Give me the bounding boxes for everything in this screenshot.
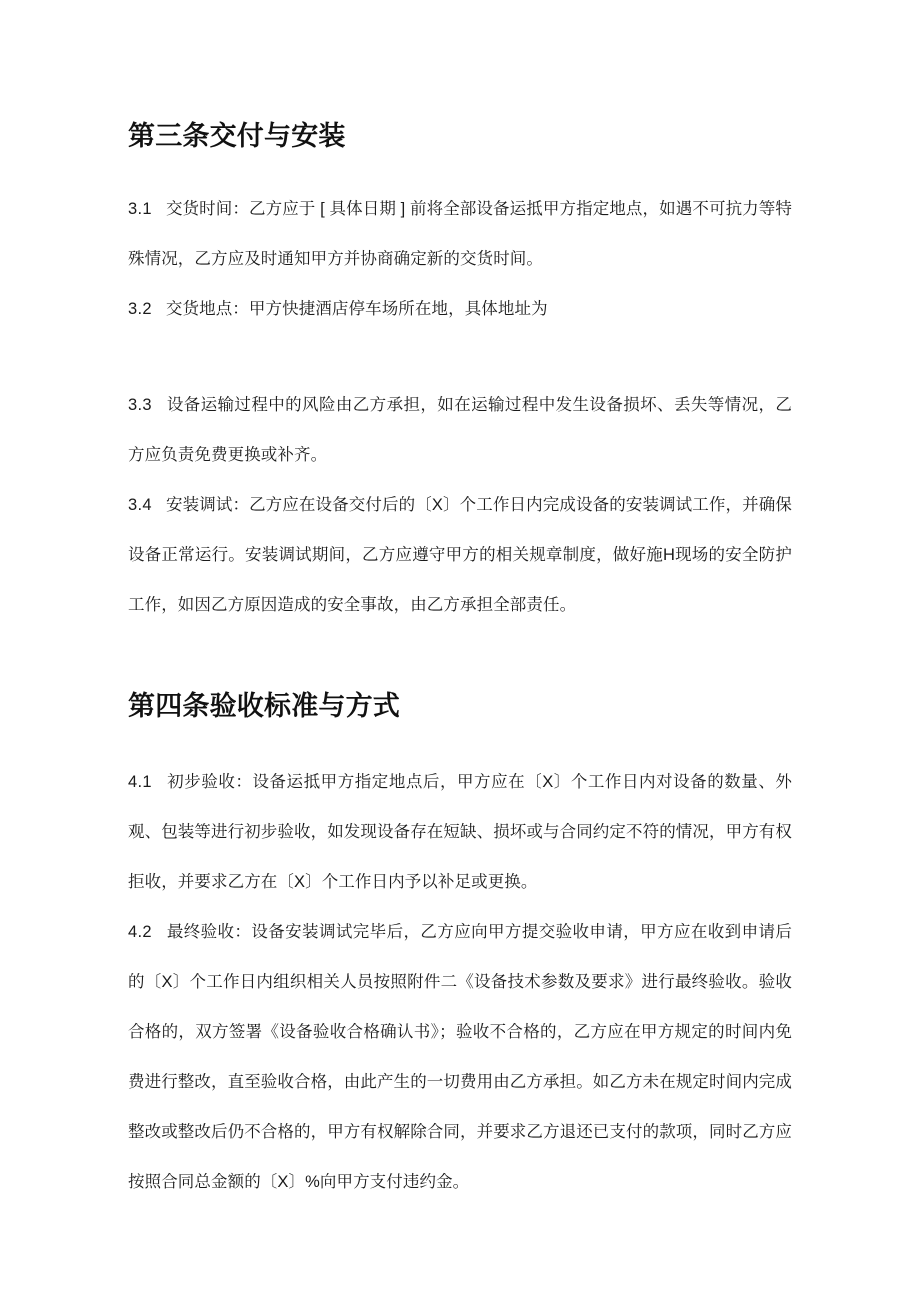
clause-4-2-number: 4.2: [128, 922, 152, 941]
clause-3-4-text: 安装调试：乙方应在设备交付后的〔X〕个工作日内完成设备的安装调试工作，并确保设备正常运行。安装调试期间，乙方应遵守甲方的相关规章制度，做好施H现场的安全防护工作，如因乙方原因造成的安全事故，由乙方承担全部责任。: [128, 496, 792, 615]
section-4-block: [128, 630, 792, 724]
spacer: [128, 154, 792, 184]
spacer: [128, 725, 792, 757]
clause-3-3-number: 3.3: [128, 396, 152, 415]
clause-3-2-number: 3.2: [128, 300, 152, 319]
clause-4-2: [128, 907, 792, 1207]
clause-3-1-text: 交货时间：乙方应于 [ 具体日期 ] 前将全部设备运抵甲方指定地点，如遇不可抗力等特殊情况，乙方应及时通知甲方并协商确定新的交货时间。: [128, 200, 792, 269]
clause-4-1-number: 4.1: [128, 772, 152, 791]
clause-4-1-text: 初步验收：设备运抵甲方指定地点后，甲方应在〔X〕个工作日内对设备的数量、外观、包装等进行初步验收，如发现设备存在短缺、损坏或与合同约定不符的情况，甲方有权拒收，并要求乙方在〔X〕个工作日内予以补足或更换。: [128, 772, 792, 891]
clause-4-1: [128, 757, 792, 907]
clause-3-3-text: 设备运输过程中的风险由乙方承担，如在运输过程中发生设备损坏、丢失等情况，乙方应负责免费更换或补齐。: [128, 396, 792, 465]
spacer: [128, 334, 792, 380]
section-heading-3: 第三条交付与安装: [128, 121, 346, 151]
clause-3-2-text: 交货地点：甲方快捷酒店停车场所在地，具体地址为: [165, 300, 548, 319]
clause-3-2: [128, 284, 792, 334]
clause-3-1-number: 3.1: [128, 200, 152, 219]
section-heading-4: 第四条验收标准与方式: [128, 691, 400, 722]
clause-4-2-text: 最终验收：设备安装调试完毕后，乙方应向甲方提交验收申请，甲方应在收到申请后的〔X〕个工作日内组织相关人员按照附件二《设备技术参数及要求》进行最终验收。验收合格的，双方签署《设备验收合格确认书》；验收不合格的，乙方应在甲方规定的时间内免费进行整改，直至验收合格，由此产生的一切费用由乙方承担。如乙方未在规定时间内完成整改或整改后仍不合格的，甲方有权解除合同，并要求乙方退还已支付的款项，同时乙方应按照合同总金额的〔X〕%向甲方支付违约金。: [128, 922, 792, 1191]
clause-3-1: [128, 184, 792, 284]
clause-3-4: [128, 480, 792, 630]
clause-3-4-number: 3.4: [128, 496, 152, 515]
section-3-block: [128, 0, 792, 154]
document-body: [128, 0, 792, 1207]
clause-3-3: [128, 380, 792, 480]
